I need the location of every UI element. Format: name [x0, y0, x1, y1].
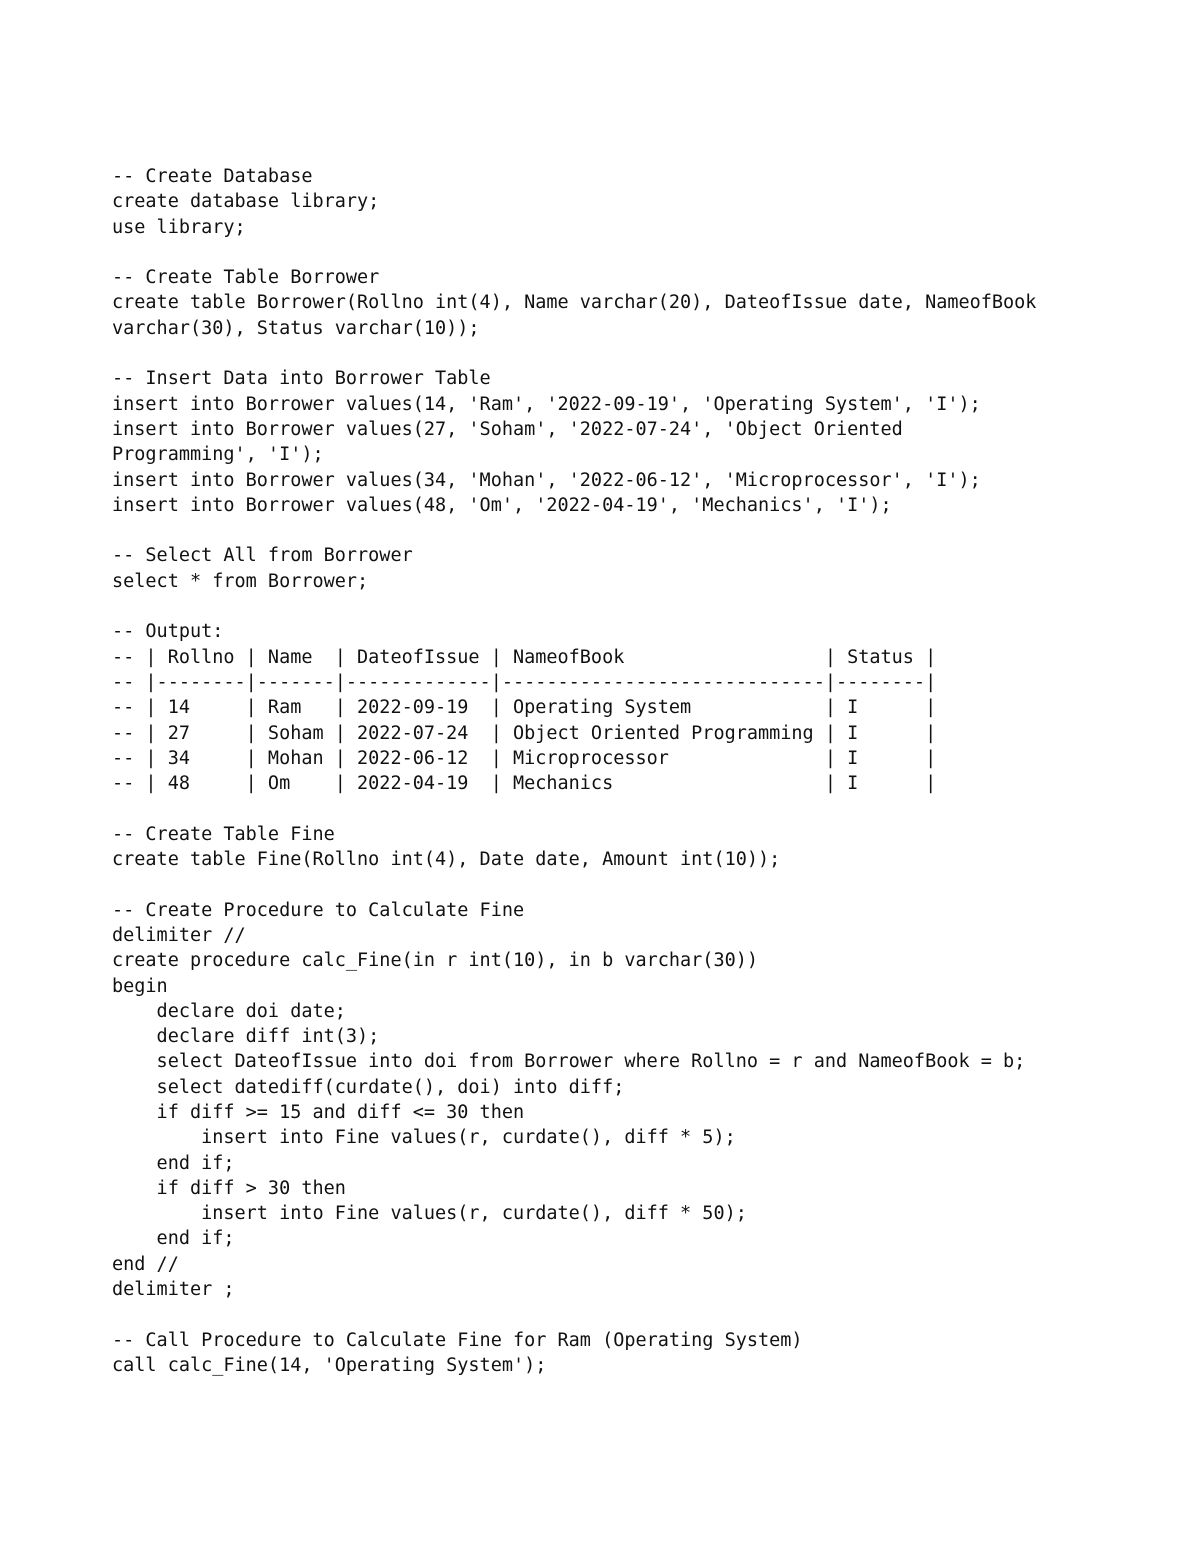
code-line: select DateofIssue into doi from Borrower where Rollno = r and NameofBook = b; — [112, 1051, 1026, 1073]
code-line: -- Call Procedure to Calculate Fine for Ram (Operating System) — [112, 1329, 803, 1351]
code-line: insert into Borrower values(14, 'Ram', '2022-09-19', 'Operating System', 'I'); — [112, 393, 981, 415]
code-line: if diff >= 15 and diff <= 30 then — [112, 1101, 525, 1123]
code-line: end // — [112, 1253, 179, 1275]
code-line — [112, 240, 1172, 265]
code-line — [112, 518, 1172, 543]
code-line: delimiter // — [112, 924, 246, 946]
output-table-row: -- | 34 | Mohan | 2022-06-12 | Microprocessor | I | — [112, 747, 937, 769]
code-line: insert into Borrower values(48, 'Om', '2022-04-19', 'Mechanics', 'I'); — [112, 494, 892, 516]
code-line: insert into Borrower values(27, 'Soham', '2022-07-24', 'Object Oriented — [112, 418, 903, 440]
code-line: -- Select All from Borrower — [112, 545, 413, 567]
code-line: Programming', 'I'); — [112, 444, 324, 466]
code-line — [112, 796, 1172, 821]
code-line — [112, 594, 1172, 619]
code-line: -- Create Table Fine — [112, 823, 335, 845]
code-line — [112, 872, 1172, 897]
code-line — [112, 341, 1172, 366]
code-line: insert into Fine values(r, curdate(), diff * 50); — [112, 1203, 747, 1225]
output-table-separator: -- |--------|-------|-------------|-----------------------------|--------| — [112, 671, 937, 693]
output-table-row: -- | 27 | Soham | 2022-07-24 | Object Oriented Programming | I | — [112, 722, 937, 744]
code-line: if diff > 30 then — [112, 1177, 346, 1199]
code-line: -- Insert Data into Borrower Table — [112, 368, 491, 390]
code-line: declare doi date; — [112, 1000, 346, 1022]
output-table-header: -- | Rollno | Name | DateofIssue | NameofBook | Status | — [112, 646, 937, 668]
code-line: end if; — [112, 1228, 235, 1250]
code-line: varchar(30), Status varchar(10)); — [112, 317, 480, 339]
code-line: -- Create Procedure to Calculate Fine — [112, 899, 525, 921]
code-line: -- Create Database — [112, 166, 313, 187]
code-line: call calc_Fine(14, 'Operating System'); — [112, 1354, 547, 1376]
code-line: delimiter ; — [112, 1279, 235, 1301]
code-line: begin — [112, 975, 168, 997]
code-line: select datediff(curdate(), doi) into diff; — [112, 1076, 625, 1098]
code-line — [112, 1302, 1172, 1327]
output-table-row: -- | 14 | Ram | 2022-09-19 | Operating System | I | — [112, 697, 937, 719]
output-table-row: -- | 48 | Om | 2022-04-19 | Mechanics | I | — [112, 773, 937, 795]
code-line: create table Borrower(Rollno int(4), Name varchar(20), DateofIssue date, NameofBook — [112, 292, 1037, 314]
code-line: insert into Borrower values(34, 'Mohan', '2022-06-12', 'Microprocessor', 'I'); — [112, 469, 981, 491]
code-line: use library; — [112, 216, 246, 238]
code-line: create table Fine(Rollno int(4), Date date, Amount int(10)); — [112, 849, 781, 871]
code-line: create procedure calc_Fine(in r int(10), in b varchar(30)) — [112, 950, 759, 972]
code-line: create database library; — [112, 191, 380, 213]
code-line: declare diff int(3); — [112, 1026, 380, 1048]
code-line: insert into Fine values(r, curdate(), diff * 5); — [112, 1127, 736, 1149]
code-line: -- Create Table Borrower — [112, 267, 380, 289]
code-line: select * from Borrower; — [112, 570, 369, 592]
code-line: -- Output: — [112, 621, 224, 643]
sql-code-block — [112, 164, 1172, 1378]
code-line: end if; — [112, 1152, 235, 1174]
